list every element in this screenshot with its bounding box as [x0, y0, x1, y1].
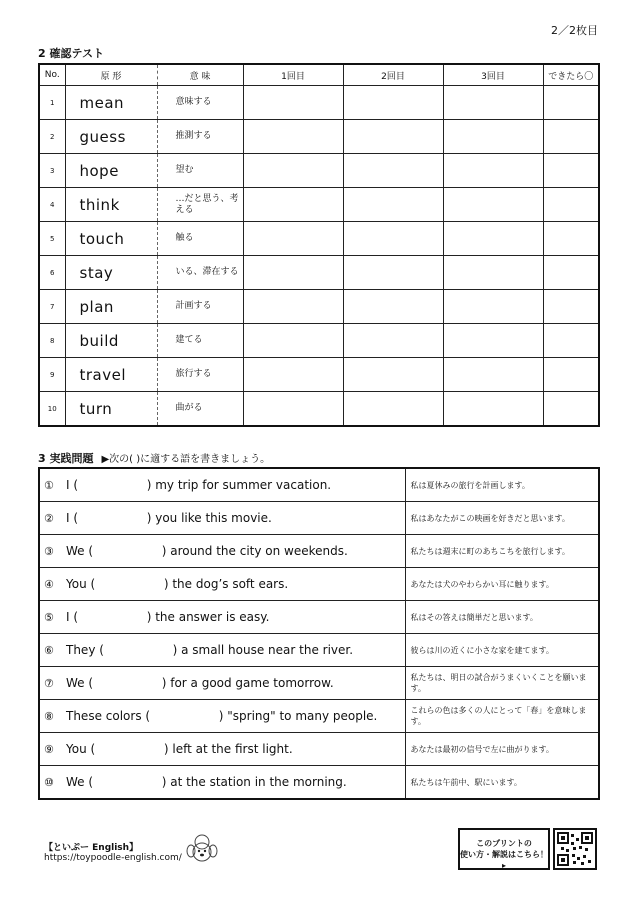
sentence-before-blank: You ( [66, 742, 96, 756]
sentence-after-blank: ) the dog’s soft ears. [163, 577, 289, 591]
table-row [39, 188, 599, 222]
base-form-word: travel [65, 358, 157, 392]
sentence-before-blank: They ( [66, 643, 104, 657]
table-row [39, 324, 599, 358]
english-sentence [39, 601, 405, 634]
brand-name: 【といぷー English】 [44, 843, 139, 853]
meaning-text: 望む [157, 154, 243, 188]
row-number: 4 [39, 188, 65, 222]
table-row [39, 154, 599, 188]
answer-blank[interactable] [93, 676, 162, 690]
sentence-before-blank: We ( [66, 544, 94, 558]
japanese-translation: これらの色は多くの人にとって「春」を意味します。 [405, 700, 599, 733]
base-form-word: touch [65, 222, 157, 256]
meaning-text: 触る [157, 222, 243, 256]
japanese-translation: 私はその答えは簡単だと思います。 [405, 601, 599, 634]
base-form-word: think [65, 188, 157, 222]
attempt-3-cell[interactable] [443, 188, 543, 222]
meaning-text: 建てる [157, 324, 243, 358]
row-number: 6 [39, 256, 65, 290]
english-sentence [39, 634, 405, 667]
attempt-2-cell[interactable] [343, 256, 443, 290]
japanese-translation: 私は夏休みの旅行を計画します。 [405, 468, 599, 502]
site-url[interactable]: https://toypoodle-english.com/ [44, 853, 182, 863]
question-number: ⑨ [44, 743, 54, 756]
table-row [39, 392, 599, 427]
meaning-text: いる、滞在する [157, 256, 243, 290]
list-item [39, 766, 599, 800]
list-item [39, 601, 599, 634]
done-check-cell[interactable] [543, 256, 599, 290]
japanese-translation: 私たちは週末に町のあちこちを旅行します。 [405, 535, 599, 568]
japanese-translation: 私はあなたがこの映画を好きだと思います。 [405, 502, 599, 535]
answer-blank[interactable] [95, 742, 164, 756]
english-sentence [39, 568, 405, 601]
english-sentence [39, 468, 405, 502]
attempt-3-cell[interactable] [443, 392, 543, 427]
answer-blank[interactable] [150, 709, 219, 723]
header-no: No. [39, 64, 65, 86]
attempt-1-cell[interactable] [243, 120, 343, 154]
sentence-after-blank: ) at the station in the morning. [161, 775, 347, 789]
sentence-before-blank: I ( [66, 610, 79, 624]
japanese-translation: あなたは犬のやわらかい耳に触ります。 [405, 568, 599, 601]
sentence-after-blank: ) my trip for summer vacation. [146, 478, 332, 492]
attempt-2-cell[interactable] [343, 324, 443, 358]
list-item [39, 667, 599, 700]
row-number: 9 [39, 358, 65, 392]
answer-blank[interactable] [93, 544, 162, 558]
japanese-translation: 私たちは、明日の試合がうまくいくことを願います。 [405, 667, 599, 700]
attempt-1-cell[interactable] [243, 392, 343, 427]
english-sentence [39, 502, 405, 535]
practice-table [38, 467, 600, 800]
attempt-3-cell[interactable] [443, 222, 543, 256]
list-item [39, 700, 599, 733]
english-sentence [39, 733, 405, 766]
attempt-3-cell[interactable] [443, 290, 543, 324]
attempt-2-cell[interactable] [343, 222, 443, 256]
attempt-1-cell[interactable] [243, 222, 343, 256]
table-row [39, 222, 599, 256]
english-sentence [39, 667, 405, 700]
japanese-translation: あなたは最初の信号で左に曲がります。 [405, 733, 599, 766]
attempt-1-cell[interactable] [243, 154, 343, 188]
done-check-cell[interactable] [543, 120, 599, 154]
attempt-3-cell[interactable] [443, 86, 543, 120]
sentence-before-blank: We ( [66, 676, 94, 690]
question-number: ⑩ [44, 776, 54, 789]
question-number: ② [44, 512, 54, 525]
done-check-cell[interactable] [543, 86, 599, 120]
header-attempt-3: 3回目 [443, 64, 543, 86]
attempt-2-cell[interactable] [343, 120, 443, 154]
answer-blank[interactable] [78, 610, 147, 624]
meaning-text: 旅行する [157, 358, 243, 392]
sentence-before-blank: You ( [66, 577, 96, 591]
attempt-1-cell[interactable] [243, 86, 343, 120]
header-done: できたら〇 [543, 64, 599, 86]
attempt-2-cell[interactable] [343, 86, 443, 120]
base-form-word: stay [65, 256, 157, 290]
attempt-2-cell[interactable] [343, 154, 443, 188]
vocab-test-table [38, 63, 600, 427]
header-meaning: 意 味 [157, 64, 243, 86]
row-number: 5 [39, 222, 65, 256]
done-check-cell[interactable] [543, 392, 599, 427]
question-number: ③ [44, 545, 54, 558]
meaning-text: 推測する [157, 120, 243, 154]
base-form-word: hope [65, 154, 157, 188]
question-number: ① [44, 479, 54, 492]
sentence-before-blank: We ( [66, 775, 94, 789]
attempt-1-cell[interactable] [243, 358, 343, 392]
section3-instruction: ▶次の( )に適する語を書きましょう。 [101, 454, 271, 465]
section2-title: 2 確認テスト [38, 47, 105, 60]
attempt-1-cell[interactable] [243, 324, 343, 358]
attempt-2-cell[interactable] [343, 290, 443, 324]
question-number: ④ [44, 578, 54, 591]
table-row [39, 358, 599, 392]
row-number: 10 [39, 392, 65, 427]
sentence-after-blank: ) for a good game tomorrow. [161, 676, 334, 690]
qr-code-icon[interactable] [553, 828, 597, 870]
base-form-word: turn [65, 392, 157, 427]
table-row [39, 256, 599, 290]
done-check-cell[interactable] [543, 324, 599, 358]
list-item [39, 568, 599, 601]
base-form-word: plan [65, 290, 157, 324]
attempt-3-cell[interactable] [443, 154, 543, 188]
attempt-1-cell[interactable] [243, 256, 343, 290]
list-item [39, 733, 599, 766]
meaning-text: 曲がる [157, 392, 243, 427]
guide-line-2: 使い方・解説はこちら！▸ [460, 850, 548, 870]
attempt-3-cell[interactable] [443, 120, 543, 154]
japanese-translation: 私たちは午前中、駅にいます。 [405, 766, 599, 800]
page-number: 2／2枚目 [551, 24, 598, 37]
list-item [39, 634, 599, 667]
row-number: 2 [39, 120, 65, 154]
meaning-text: 計画する [157, 290, 243, 324]
section3-title-text: 3 実践問題 [38, 452, 94, 465]
table-row [39, 120, 599, 154]
base-form-word: build [65, 324, 157, 358]
row-number: 7 [39, 290, 65, 324]
english-sentence [39, 766, 405, 800]
done-check-cell[interactable] [543, 358, 599, 392]
attempt-3-cell[interactable] [443, 358, 543, 392]
japanese-translation: 彼らは川の近くに小さな家を建てます。 [405, 634, 599, 667]
guide-line-1: このプリントの [476, 839, 532, 848]
answer-blank[interactable] [78, 511, 147, 525]
sentence-after-blank: ) "spring" to many people. [218, 709, 378, 723]
section3-title [38, 450, 270, 466]
attempt-3-cell[interactable] [443, 324, 543, 358]
row-number: 3 [39, 154, 65, 188]
done-check-cell[interactable] [543, 154, 599, 188]
attempt-2-cell[interactable] [343, 392, 443, 427]
list-item [39, 502, 599, 535]
header-attempt-1: 1回目 [243, 64, 343, 86]
sentence-after-blank: ) the answer is easy. [146, 610, 270, 624]
done-check-cell[interactable] [543, 222, 599, 256]
guide-link-box[interactable] [458, 828, 550, 870]
attempt-2-cell[interactable] [343, 188, 443, 222]
sentence-after-blank: ) you like this movie. [146, 511, 272, 525]
attempt-2-cell[interactable] [343, 358, 443, 392]
attempt-1-cell[interactable] [243, 290, 343, 324]
sentence-after-blank: ) around the city on weekends. [161, 544, 348, 558]
header-base-form: 原 形 [65, 64, 157, 86]
attempt-1-cell[interactable] [243, 188, 343, 222]
question-number: ⑦ [44, 677, 54, 690]
answer-blank[interactable] [95, 577, 164, 591]
sentence-before-blank: I ( [66, 478, 79, 492]
base-form-word: mean [65, 86, 157, 120]
poodle-logo-icon [184, 833, 220, 865]
sentence-after-blank: ) a small house near the river. [172, 643, 354, 657]
table-row [39, 290, 599, 324]
list-item [39, 535, 599, 568]
table-header-row [39, 64, 599, 86]
english-sentence [39, 535, 405, 568]
attempt-3-cell[interactable] [443, 256, 543, 290]
answer-blank[interactable] [104, 643, 173, 657]
answer-blank[interactable] [78, 478, 147, 492]
sentence-before-blank: These colors ( [66, 709, 151, 723]
base-form-word: guess [65, 120, 157, 154]
done-check-cell[interactable] [543, 290, 599, 324]
list-item [39, 468, 599, 502]
row-number: 1 [39, 86, 65, 120]
sentence-after-blank: ) left at the first light. [163, 742, 293, 756]
question-number: ⑤ [44, 611, 54, 624]
sentence-before-blank: I ( [66, 511, 79, 525]
header-attempt-2: 2回目 [343, 64, 443, 86]
done-check-cell[interactable] [543, 188, 599, 222]
english-sentence [39, 700, 405, 733]
table-row [39, 86, 599, 120]
question-number: ⑧ [44, 710, 54, 723]
answer-blank[interactable] [93, 775, 162, 789]
meaning-text: …だと思う、考える [157, 188, 243, 222]
question-number: ⑥ [44, 644, 54, 657]
meaning-text: 意味する [157, 86, 243, 120]
row-number: 8 [39, 324, 65, 358]
